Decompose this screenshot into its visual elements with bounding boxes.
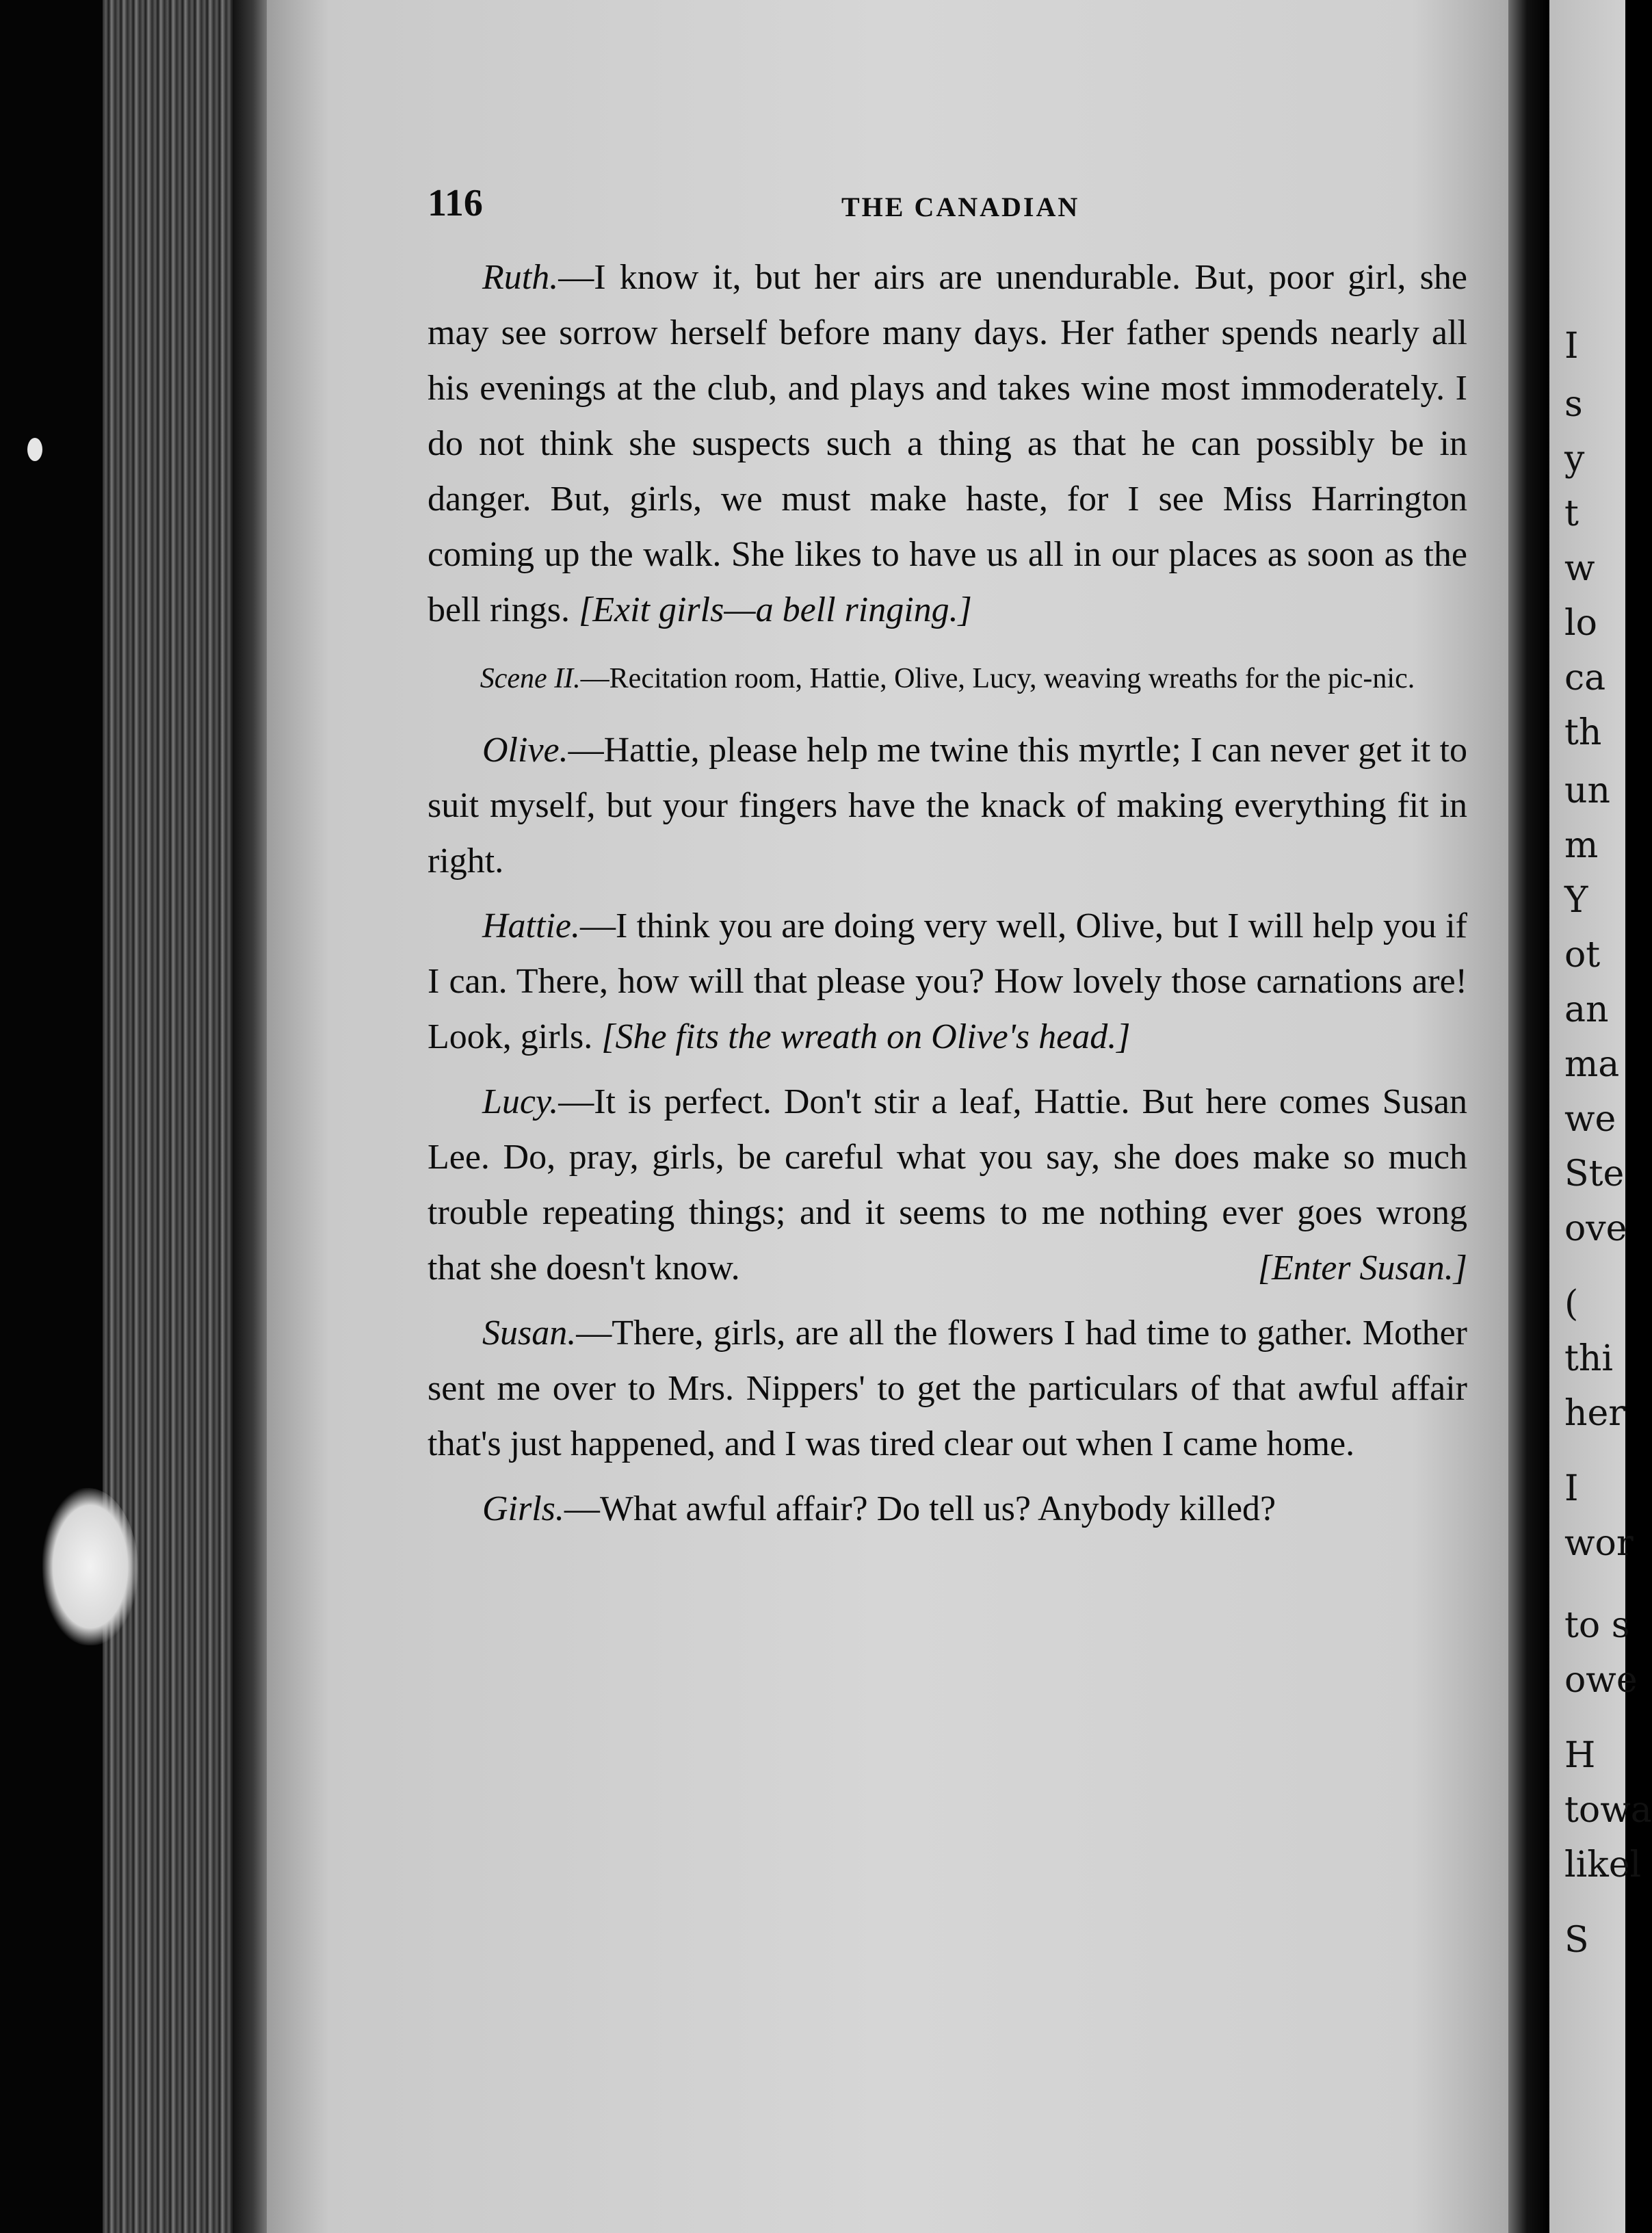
speaker-name: Hattie. xyxy=(482,906,580,945)
speech-girls xyxy=(428,1481,1467,1537)
speech-text: —It is perfect. Don't stir a leaf, Hattie. But here comes Susan Lee. Do, pray, girls, be careful what you say, she does make so much trouble repeating things; and it seems to me nothing ever goes wrong that she doesn't know. xyxy=(428,1082,1467,1288)
adjacent-page-text-fragment: likel xyxy=(1564,1844,1642,1885)
adjacent-page-text-fragment: ot xyxy=(1564,935,1601,976)
adjacent-page-text-fragment: th xyxy=(1564,712,1602,753)
speaker-name: Girls. xyxy=(482,1489,564,1528)
adjacent-page-text-fragment: towa xyxy=(1564,1790,1652,1831)
page-gutter xyxy=(1508,0,1549,2233)
stage-direction: [Exit girls—a bell ringing.] xyxy=(578,590,972,629)
speech-text: —Hattie, please help me twine this myrtle; I can never get it to suit myself, but your fingers have the knack of making everything fit in right. xyxy=(428,731,1467,880)
adjacent-page-text-fragment: H xyxy=(1564,1735,1596,1776)
speech-lucy xyxy=(428,1074,1467,1296)
adjacent-page-sliver xyxy=(1549,0,1652,2233)
scene-heading xyxy=(428,658,1467,699)
speech-text: —I know it, but her airs are unendurable. But, poor girl, she may see sorrow herself before many days. Her father spends nearly all his evenings at the club, and plays and takes wine most immoderately. I do not think she suspects such a thing as that he can possibly be in danger. But, girls, we must make haste, for I see Miss Harrington coming up the walk. She likes to have us all in our places as soon as the bell rings. xyxy=(428,258,1467,629)
speaker-name: Susan. xyxy=(482,1314,577,1353)
adjacent-page-text-fragment: ove xyxy=(1564,1208,1627,1249)
adjacent-page-text-fragment: lo xyxy=(1564,603,1597,644)
scene-description: —Recitation room, Hattie, Olive, Lucy, weaving wreaths for the pic-nic. xyxy=(580,663,1415,694)
stage-direction: [She fits the wreath on Olive's head.] xyxy=(601,1017,1131,1056)
page-number: 116 xyxy=(428,182,483,224)
adjacent-page-text-fragment: I xyxy=(1564,326,1579,367)
adjacent-page-text-fragment: y xyxy=(1564,439,1585,480)
adjacent-page-text-fragment: her xyxy=(1564,1393,1626,1434)
spine-shadow xyxy=(233,0,267,2233)
adjacent-page-text-fragment: to s xyxy=(1564,1605,1630,1646)
speaker-name: Olive. xyxy=(482,731,568,770)
adjacent-page-text-fragment: Y xyxy=(1564,880,1588,921)
stage-direction: [Enter Susan.] xyxy=(1257,1249,1467,1288)
page-text-block xyxy=(428,181,1467,1546)
adjacent-page-text-fragment: I xyxy=(1564,1468,1579,1509)
adjacent-page-text-fragment: s xyxy=(1564,384,1583,425)
speech-text: —There, girls, are all the flowers I had time to gather. Mother sent me over to Mrs. Nippers' to get the particulars of that awful affair that's just happened, and I was tired clear out when I came home. xyxy=(428,1314,1467,1463)
speech-text: —I think you are doing very well, Olive, but I will help you if I can. There, how will that please you? How lovely those carnations are! Look, girls. xyxy=(428,906,1467,1056)
adjacent-page-text-fragment: thi xyxy=(1564,1338,1614,1379)
adjacent-page-text-fragment: S xyxy=(1564,1920,1589,1961)
adjacent-page-text-fragment: an xyxy=(1564,989,1609,1030)
speech-susan xyxy=(428,1305,1467,1472)
adjacent-page-text-fragment: w xyxy=(1564,548,1595,589)
speech-text: —What awful affair? Do tell us? Anybody killed? xyxy=(564,1489,1276,1528)
running-title: THE CANADIAN xyxy=(841,192,1080,222)
speaker-name: Ruth. xyxy=(482,258,559,297)
adjacent-page-text-fragment: owe xyxy=(1564,1660,1638,1701)
paper-speck xyxy=(27,438,42,461)
speech-hattie xyxy=(428,898,1467,1065)
speech-olive xyxy=(428,722,1467,889)
speaker-name: Lucy. xyxy=(482,1082,559,1121)
adjacent-page-text-fragment: ma xyxy=(1564,1044,1620,1085)
adjacent-page-text-fragment: un xyxy=(1564,770,1610,811)
running-head xyxy=(428,181,1467,229)
adjacent-page-text-fragment: Ste xyxy=(1564,1153,1625,1194)
adjacent-page-text-fragment: wor xyxy=(1564,1523,1634,1564)
adjacent-page-text-fragment: ( xyxy=(1564,1283,1579,1324)
adjacent-page-text-fragment: we xyxy=(1564,1099,1616,1140)
speech-ruth xyxy=(428,250,1467,638)
scene-label: Scene II. xyxy=(480,663,581,694)
adjacent-page-text-fragment: ca xyxy=(1564,657,1606,698)
adjacent-page-text-fragment: m xyxy=(1564,825,1599,866)
adjacent-page-text-fragment: t xyxy=(1564,493,1579,534)
